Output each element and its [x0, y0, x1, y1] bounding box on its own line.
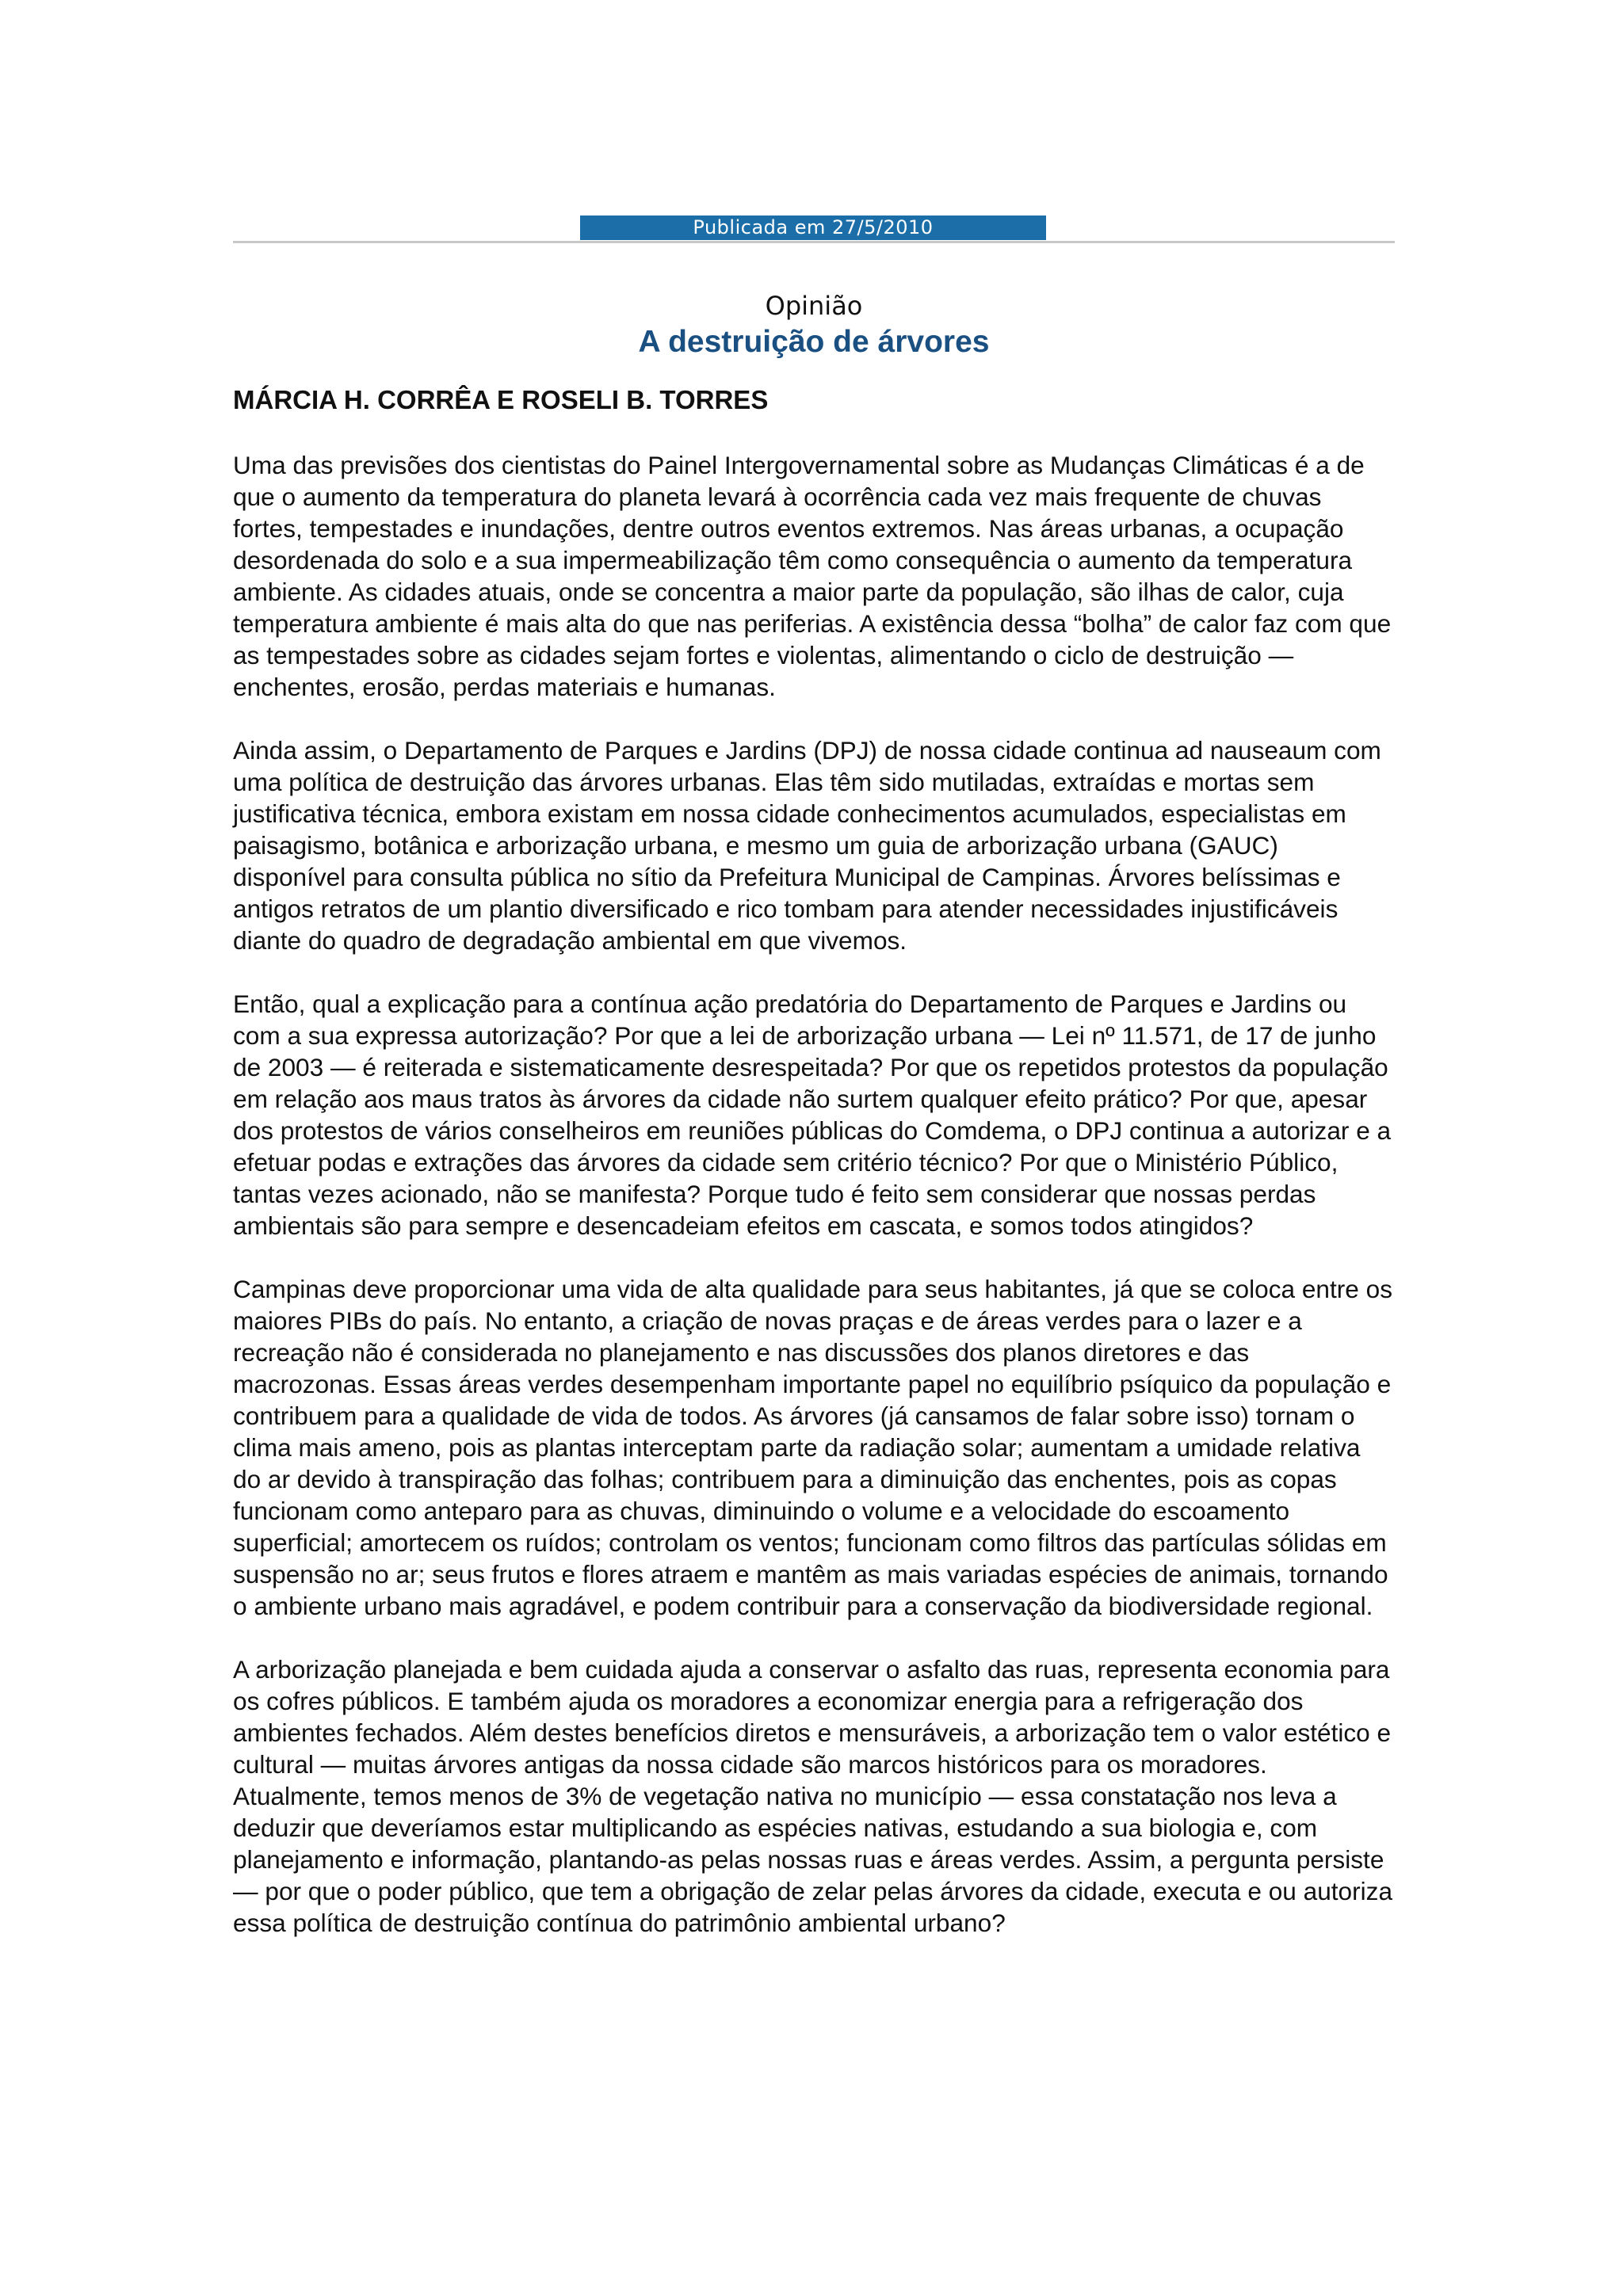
- publication-header: [233, 215, 1395, 246]
- paragraph: A arborização planejada e bem cuidada ajuda a conservar o asfalto das ruas, representa economia para os cofres públicos. E também ajuda os moradores a economizar energia para a refrigeração dos ambientes fechados. Além destes benefícios diretos e mensuráveis, a arborização tem o valor estético e cultural — muitas árvores antigas da nossa cidade são marcos históricos para os moradores. Atualmente, temos menos de 3% de vegetação nativa no município — essa constatação nos leva a deduzir que deveríamos estar multiplicando as espécies nativas, estudando a sua biologia e, com planejamento e informação, plantando-as pelas nossas ruas e áreas verdes. Assim, a pergunta persiste — por que o poder público, que tem a obrigação de zelar pelas árvores da cidade, executa e ou autoriza essa política de destruição contínua do patrimônio ambiental urbano?: [233, 1655, 1393, 1937]
- header-divider: [233, 241, 1395, 243]
- article-body: [233, 449, 1395, 1939]
- publication-date-banner: Publicada em 27/5/2010: [580, 215, 1046, 240]
- article-authors: MÁRCIA H. CORRÊA E ROSELI B. TORRES: [233, 385, 769, 414]
- article-page: [233, 215, 1395, 1970]
- paragraph: Campinas deve proporcionar uma vida de alta qualidade para seus habitantes, já que se coloca entre os maiores PIBs do país. No entanto, a criação de novas praças e de áreas verdes para o lazer e a recreação não é considerada no planejamento e nas discussões dos planos diretores e das macrozonas. Essas áreas verdes desempenham importante papel no equilíbrio psíquico da população e contribuem para a qualidade de vida de todos. As árvores (já cansamos de falar sobre isso) tornam o clima mais ameno, pois as plantas interceptam parte da radiação solar; aumentam a umidade relativa do ar devido à transpiração das folhas; contribuem para a diminuição das enchentes, pois as copas funcionam como anteparo para as chuvas, diminuindo o volume e a velocidade do escoamento superficial; amortecem os ruídos; controlam os ventos; funcionam como filtros das partículas sólidas em suspensão no ar; seus frutos e flores atraem e mantêm as mais variadas espécies de animais, tornando o ambiente urbano mais agradável, e podem contribuir para a conservação da biodiversidade regional.: [233, 1275, 1393, 1620]
- paragraph: Então, qual a explicação para a contínua ação predatória do Departamento de Parques e Jardins ou com a sua expressa autorização? Por que a lei de arborização urbana — Lei nº 11.571, de 17 de junho de 2003 — é reiterada e sistematicamente desrespeitada? Por que os repetidos protestos da população em relação aos maus tratos às árvores da cidade não surtem qualquer efeito prático? Por que, apesar dos protestos de vários conselheiros em reuniões públicas do Comdema, o DPJ continua a autorizar e a efetuar podas e extrações das árvores da cidade sem critério técnico? Por que o Ministério Público, tantas vezes acionado, não se manifesta? Porque tudo é feito sem considerar que nossas perdas ambientais são para sempre e desencadeiam efeitos em cascata, e somos todos atingidos?: [233, 990, 1392, 1240]
- section-label: Opinião: [765, 291, 863, 321]
- article-title: A destruição de árvores: [638, 325, 990, 359]
- paragraph: Ainda assim, o Departamento de Parques e Jardins (DPJ) de nossa cidade continua ad nauseaum com uma política de destruição das árvores urbanas. Elas têm sido mutiladas, extraídas e mortas sem justificativa técnica, embora existam em nossa cidade conhecimentos acumulados, especialistas em paisagismo, botânica e arborização urbana, e mesmo um guia de arborização urbana (GAUC) disponível para consulta pública no sítio da Prefeitura Municipal de Campinas. Árvores belíssimas e antigos retratos de um plantio diversificado e rico tombam para atender necessidades injustificáveis diante do quadro de degradação ambiental em que vivemos.: [233, 736, 1381, 955]
- paragraph: Uma das previsões dos cientistas do Painel Intergovernamental sobre as Mudanças Climáticas é a de que o aumento da temperatura do planeta levará à ocorrência cada vez mais frequente de chuvas fortes, tempestades e inundações, dentre outros eventos extremos. Nas áreas urbanas, a ocupação desordenada do solo e a sua impermeabilização têm como consequência o aumento da temperatura ambiente. As cidades atuais, onde se concentra a maior parte da população, são ilhas de calor, cuja temperatura ambiente é mais alta do que nas periferias. A existência dessa “bolha” de calor faz com que as tempestades sobre as cidades sejam fortes e violentas, alimentando o ciclo de destruição — enchentes, erosão, perdas materiais e humanas.: [233, 451, 1392, 701]
